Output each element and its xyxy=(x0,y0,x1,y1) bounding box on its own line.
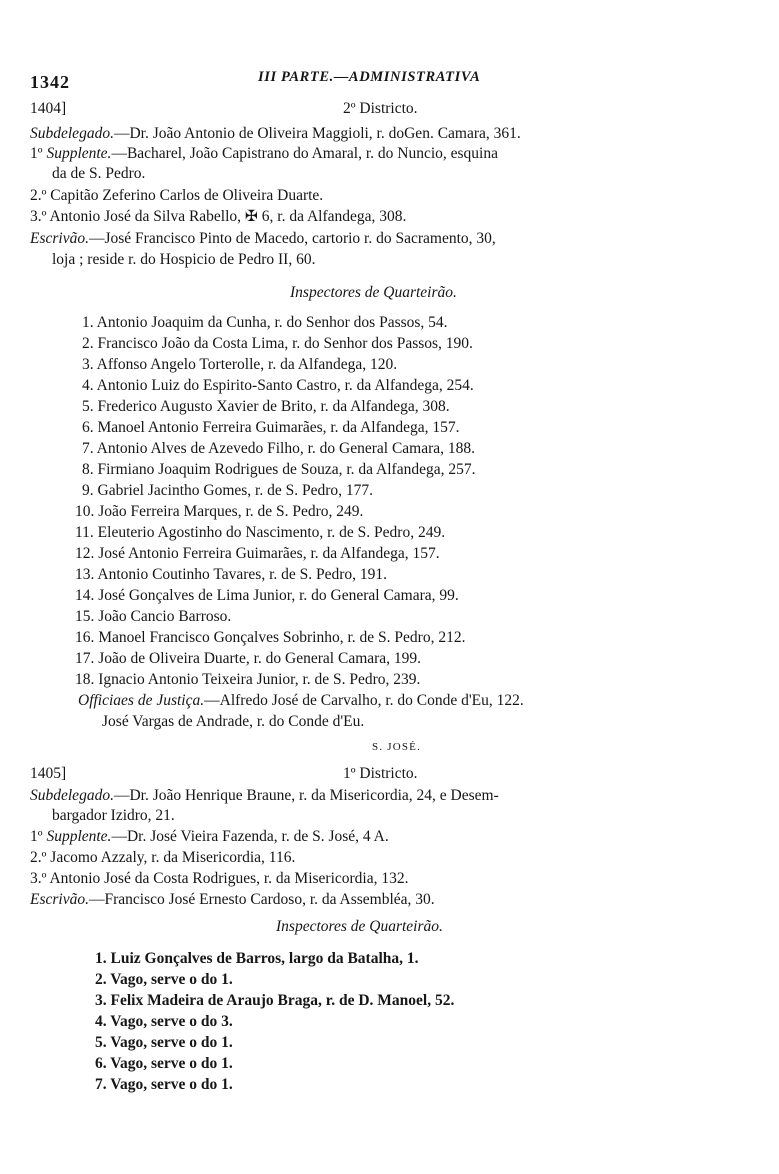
list-item: 2. Francisco João da Costa Lima, r. do Senhor dos Passos, 190. xyxy=(82,335,473,352)
supplente-2-line: 2.º Jacomo Azzaly, r. da Misericordia, 116. xyxy=(30,849,296,866)
list-item: 10. João Ferreira Marques, r. de S. Pedro, 249. xyxy=(75,503,364,520)
list-item: 4. Antonio Luiz do Espirito-Santo Castro, r. da Alfandega, 254. xyxy=(82,377,474,394)
district-heading: 1º Districto. xyxy=(343,765,418,782)
escrivao-text: —José Francisco Pinto de Macedo, cartorio r. do Sacramento, 30, xyxy=(88,230,496,247)
list-item: 13. Antonio Coutinho Tavares, r. de S. Pedro, 191. xyxy=(75,566,388,583)
supplente-number: 1º xyxy=(30,145,43,162)
supplente-1-line xyxy=(30,144,498,164)
subdelegado-line xyxy=(30,786,499,806)
officiaes-line xyxy=(78,691,524,711)
list-item: 1. Luiz Gonçalves de Barros, largo da Batalha, 1. xyxy=(95,950,419,967)
list-item: 15. João Cancio Barroso. xyxy=(75,608,232,625)
escrivao-text: —Francisco José Ernesto Cardoso, r. da Assembléa, 30. xyxy=(88,891,435,908)
list-item: 18. Ignacio Antonio Teixeira Junior, r. de S. Pedro, 239. xyxy=(75,671,421,688)
list-item: 5. Frederico Augusto Xavier de Brito, r. da Alfandega, 308. xyxy=(82,398,450,415)
escrivao-label: Escrivão. xyxy=(30,230,89,247)
officiaes-cont: José Vargas de Andrade, r. do Conde d'Eu. xyxy=(102,713,365,730)
entry-number: 1405] xyxy=(30,765,67,782)
list-item: 6. Vago, serve o do 1. xyxy=(95,1055,233,1072)
supplente-3-line: 3.º Antonio José da Silva Rabello, ✠ 6, r. da Alfandega, 308. xyxy=(30,208,407,225)
supplente-number: 1º xyxy=(30,828,43,845)
district-heading: 2º Districto. xyxy=(343,100,418,117)
entry-number: 1404] xyxy=(30,100,67,117)
supplente-label: Supplente. xyxy=(46,145,112,162)
officiaes-label: Officiaes de Justiça. xyxy=(78,692,205,709)
officiaes-text: —Alfredo José de Carvalho, r. do Conde d'Eu, 122. xyxy=(204,692,524,709)
page-number: 1342 xyxy=(30,72,70,92)
list-item: 12. José Antonio Ferreira Guimarães, r. da Alfandega, 157. xyxy=(75,545,440,562)
subdelegado-text: —Dr. João Henrique Braune, r. da Misericordia, 24, e Desem- xyxy=(113,787,499,804)
list-item: 9. Gabriel Jacintho Gomes, r. de S. Pedro, 177. xyxy=(82,482,374,499)
list-item: 14. José Gonçalves de Lima Junior, r. do General Camara, 99. xyxy=(75,587,459,604)
subdelegado-line xyxy=(30,124,521,144)
supplente-2-line: 2.º Capitão Zeferino Carlos de Oliveira Duarte. xyxy=(30,187,324,204)
list-item: 2. Vago, serve o do 1. xyxy=(95,971,233,988)
list-item: 16. Manoel Francisco Gonçalves Sobrinho, r. de S. Pedro, 212. xyxy=(75,629,466,646)
escrivao-label: Escrivão. xyxy=(30,891,89,908)
list-item: 4. Vago, serve o do 3. xyxy=(95,1013,233,1030)
list-item: 11. Eleuterio Agostinho do Nascimento, r. de S. Pedro, 249. xyxy=(75,524,446,541)
supplente-text: —Dr. José Vieira Fazenda, r. de S. José, 4 A. xyxy=(111,828,389,845)
subdelegado-text: —Dr. João Antonio de Oliveira Maggioli, r. doGen. Camara, 361. xyxy=(113,125,521,142)
supplente-1-line xyxy=(30,827,389,847)
escrivao-line xyxy=(30,229,496,249)
list-item: 3. Felix Madeira de Araujo Braga, r. de D. Manoel, 52. xyxy=(95,992,455,1009)
list-item: 7. Vago, serve o do 1. xyxy=(95,1076,233,1093)
list-item: 8. Firmiano Joaquim Rodrigues de Souza, r. da Alfandega, 257. xyxy=(82,461,476,478)
supplente-text: —Bacharel, João Capistrano do Amaral, r. do Nuncio, esquina xyxy=(111,145,498,162)
supplente-1-cont: da de S. Pedro. xyxy=(52,165,146,182)
inspectores-heading: Inspectores de Quarteirão. xyxy=(290,284,457,301)
list-item: 17. João de Oliveira Duarte, r. do General Camara, 199. xyxy=(75,650,422,667)
subdelegado-label: Subdelegado. xyxy=(30,787,114,804)
supplente-label: Supplente. xyxy=(46,828,112,845)
subdelegado-label: Subdelegado. xyxy=(30,125,114,142)
escrivao-line xyxy=(30,890,435,910)
list-item: 5. Vago, serve o do 1. xyxy=(95,1034,233,1051)
list-item: 1. Antonio Joaquim da Cunha, r. do Senhor dos Passos, 54. xyxy=(82,314,448,331)
supplente-3-line: 3.º Antonio José da Costa Rodrigues, r. da Misericordia, 132. xyxy=(30,870,409,887)
running-title: III PARTE.—ADMINISTRATIVA xyxy=(258,69,481,85)
list-item: 7. Antonio Alves de Azevedo Filho, r. do General Camara, 188. xyxy=(82,440,476,457)
inspectores-heading: Inspectores de Quarteirão. xyxy=(276,918,443,935)
list-item: 3. Affonso Angelo Torterolle, r. da Alfandega, 120. xyxy=(82,356,398,373)
parish-heading: S. JOSÉ. xyxy=(372,741,422,753)
escrivao-cont: loja ; reside r. do Hospicio de Pedro II, 60. xyxy=(52,251,316,268)
list-item: 6. Manoel Antonio Ferreira Guimarães, r. da Alfandega, 157. xyxy=(82,419,460,436)
subdelegado-cont: bargador Izidro, 21. xyxy=(52,807,175,824)
